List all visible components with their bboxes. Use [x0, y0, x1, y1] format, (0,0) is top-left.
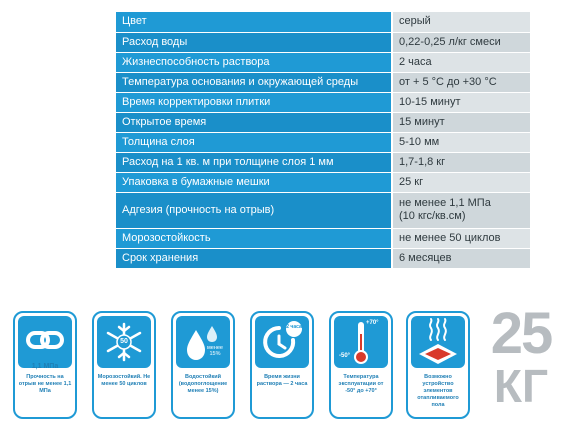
badge-tile	[97, 316, 151, 368]
spec-value: серый	[392, 12, 530, 32]
spec-row-shelf-life	[116, 248, 530, 268]
badge-caption: Водостойкий (водопоглощение менее 15%)	[178, 374, 228, 394]
badge-frost	[92, 311, 156, 419]
badge-tile-text: 1,1 МПа	[31, 363, 59, 370]
spec-value: 0,22-0,25 л/кг смеси	[392, 32, 530, 52]
badge-tile-text-bottom: -50°	[339, 353, 351, 359]
badge-tile-text-top: +70°	[366, 320, 379, 326]
spec-row-frost-resistance	[116, 228, 530, 248]
spec-label: Адгезия (прочность на отрыв)	[116, 192, 392, 228]
spec-value: 5-10 мм	[392, 132, 530, 152]
badge-adhesion	[13, 311, 77, 419]
badge-water-resistance	[171, 311, 235, 419]
badge-tile-text: 50	[120, 338, 128, 345]
badge-caption: Возможно устройство элементов отапливаемого пола	[417, 374, 459, 408]
spec-row-packaging	[116, 172, 530, 192]
chain-link-icon	[18, 316, 72, 368]
badge-tile	[255, 316, 309, 368]
spec-row-layer-thickness	[116, 132, 530, 152]
water-drops-icon	[176, 316, 230, 368]
spec-value-line: (10 кгс/кв.см)	[399, 210, 466, 222]
package-weight	[476, 301, 566, 416]
spec-row-adjustment-time	[116, 92, 530, 112]
spec-value	[392, 192, 530, 228]
feature-badges	[13, 311, 467, 421]
spec-label: Жизнеспособность раствора	[116, 52, 392, 72]
badge-caption: Температура эксплуатации от -50° до +70°	[338, 374, 384, 394]
spec-label: Расход воды	[116, 32, 392, 52]
spec-label: Срок хранения	[116, 248, 392, 268]
underfloor-heating-icon	[411, 316, 465, 368]
badge-tile	[411, 316, 465, 368]
badge-tile-text: менее 15%	[207, 345, 223, 357]
spec-row-water-consumption	[116, 32, 530, 52]
spec-value: не менее 50 циклов	[392, 228, 530, 248]
spec-label: Толщина слоя	[116, 132, 392, 152]
badge-tile	[18, 316, 72, 368]
spec-label: Время корректировки плитки	[116, 92, 392, 112]
spec-label: Упаковка в бумажные мешки	[116, 172, 392, 192]
spec-label: Расход на 1 кв. м при толщине слоя 1 мм	[116, 152, 392, 172]
badge-caption: Прочность на отрыв не менее 1,1 МПа	[18, 374, 72, 394]
spec-value: 25 кг	[392, 172, 530, 192]
spec-value: 15 минут	[392, 112, 530, 132]
spec-label: Морозостойкость	[116, 228, 392, 248]
badge-caption: Время жизни раствора — 2 часа	[256, 374, 308, 387]
spec-row-pot-life	[116, 52, 530, 72]
spec-label: Открытое время	[116, 112, 392, 132]
spec-label: Цвет	[116, 12, 392, 32]
spec-value: от + 5 °С до +30 °С	[392, 72, 530, 92]
badge-tile	[334, 316, 388, 368]
spec-value: 10-15 минут	[392, 92, 530, 112]
spec-value: 1,7-1,8 кг	[392, 152, 530, 172]
badge-tile-text: 2 часа	[286, 324, 302, 330]
badge-caption: Морозостойкий. Не менее 50 циклов	[97, 374, 151, 387]
spec-label: Температура основания и окружающей среды	[116, 72, 392, 92]
badge-pot-life	[250, 311, 314, 419]
spec-value: 2 часа	[392, 52, 530, 72]
spec-row-color	[116, 12, 530, 32]
spec-value: 6 месяцев	[392, 248, 530, 268]
package-weight-number: 25	[490, 301, 552, 366]
badge-heated-floor	[406, 311, 470, 419]
badge-tile	[176, 316, 230, 368]
thermometer-icon	[334, 316, 388, 368]
spec-row-adhesion	[116, 192, 530, 228]
spec-table	[116, 12, 530, 269]
badge-temperature	[329, 311, 393, 419]
spec-row-open-time	[116, 112, 530, 132]
package-weight-unit: КГ	[493, 360, 549, 412]
spec-value-line: не менее 1,1 МПа	[399, 197, 491, 209]
spec-row-temperature	[116, 72, 530, 92]
spec-row-consumption-per-m2	[116, 152, 530, 172]
